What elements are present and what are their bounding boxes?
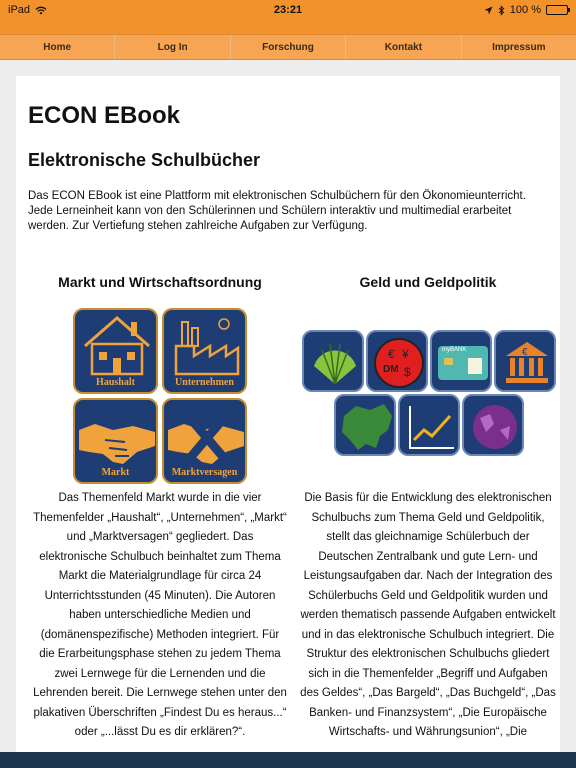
page-subtitle: Elektronische Schulbücher <box>28 150 261 170</box>
tile-marktversagen[interactable] <box>162 398 247 484</box>
svg-text:€: € <box>522 347 528 358</box>
svg-text:€: € <box>388 347 395 361</box>
intro-text: Das ECON EBook ist eine Plattform mit elektronischen Schulbüchern für den Ökonomieunterricht. Jede Lerneinheit kann von den Schülerinnen und Schülern interaktiv und multimedial erarbeitet werden. Zur Vertiefung stehen zahlreiche Aufgaben zur Verfügung. <box>28 190 526 232</box>
section-geld-heading: Geld und Geldpolitik <box>359 274 497 290</box>
bank-building-icon <box>496 332 556 392</box>
tile-markt[interactable] <box>73 398 158 484</box>
main-content <box>16 76 560 756</box>
nav-kontakt[interactable]: Kontakt <box>346 35 461 59</box>
status-time: 23:21 <box>273 4 303 16</box>
tile-label: Haushalt <box>96 377 135 388</box>
svg-text:$: $ <box>404 365 411 379</box>
tile-card[interactable] <box>430 330 492 392</box>
tile-unternehmen[interactable] <box>162 308 247 394</box>
wifi-icon <box>35 6 47 15</box>
tile-label: Unternehmen <box>175 377 234 388</box>
device-name: iPad <box>8 4 31 16</box>
bluetooth-icon <box>498 5 505 16</box>
svg-text:¥: ¥ <box>402 347 409 361</box>
section-markt <box>26 272 294 743</box>
nav-forschung[interactable]: Forschung <box>231 35 346 59</box>
tile-shell[interactable] <box>302 330 364 392</box>
nav-home[interactable]: Home <box>0 35 115 59</box>
tile-europe[interactable] <box>334 394 396 456</box>
main-nav <box>0 34 576 60</box>
location-arrow-icon <box>484 6 493 15</box>
status-bar <box>0 0 576 20</box>
footer-bar <box>0 752 576 768</box>
section-geld-text: Die Basis für die Entwicklung des elektronischen Schulbuchs zum Thema Geld und Geldpolitik, stellt das gleichnamige Schülerbuch der Deutschen Zentralbank und gute Lern- und Leistungsaufgaben dar. Nach der Integration des Schülerbuchs Geld und Geldpolitik wurden und werden thematisch passende Aufgaben entwickelt und in das elektronische Schulbuch integriert. Die Struktur des elektronischen Schulbuchs gliedert sich in die Themenfelder „Begriff und Aufgaben des Geldes“, „Das Bargeld“, „Das Buchgeld“, „Das Banken- und Finanzsystem“, „Die Europäische Wirtschafts- und Währungsunion“, „Die <box>300 492 556 738</box>
section-markt-text: Das Themenfeld Markt wurde in die vier Themenfelder „Haushalt“, „Unternehmen“, „Markt“ und „Marktversagen“ gegliedert. Das elektronische Schulbuch beinhaltet zum Thema Markt die Materialgrundlage für circa 24 Unterrichtsstunden (45 Minuten). Die Autoren haben unterschiedliche Medien und (domänenspezifische) Methoden integriert. Für die Erarbeitungsphase stehen zu jedem Thema zwei Lernwege für die Lernenden und die Lehrenden bereit. Die Lernwege stehen unter den plakativen Überschriften „Findest Du es heraus...“ oder „...lässt Du es dir erklären?“. <box>33 492 287 738</box>
page-title: ECON EBook <box>28 102 181 129</box>
tile-currency[interactable] <box>366 330 428 392</box>
nav-impressum[interactable]: Impressum <box>492 42 546 53</box>
tile-chart[interactable] <box>398 394 460 456</box>
battery-icon <box>546 5 568 15</box>
europe-map-icon <box>336 396 396 456</box>
nav-login[interactable]: Log In <box>115 35 230 59</box>
tile-label: Markt <box>101 467 130 478</box>
section-geld <box>294 272 560 743</box>
status-right <box>484 4 568 16</box>
currency-coins-icon <box>368 332 428 392</box>
line-chart-icon <box>400 396 460 456</box>
shell-icon <box>304 332 364 392</box>
globe-icon <box>464 396 524 456</box>
status-left <box>8 4 47 16</box>
tile-label: Marktversagen <box>171 467 238 478</box>
battery-percent: 100 % <box>509 4 541 16</box>
tile-bank[interactable] <box>494 330 556 392</box>
tile-globe[interactable] <box>462 394 524 456</box>
section-markt-heading: Markt und Wirtschaftsordnung <box>58 274 262 290</box>
card-bank-text: myBANK <box>442 347 467 353</box>
bank-card-icon <box>432 332 492 392</box>
currency-dm-text: DM <box>383 364 399 375</box>
header-band <box>0 20 576 34</box>
tile-haushalt[interactable] <box>73 308 158 394</box>
